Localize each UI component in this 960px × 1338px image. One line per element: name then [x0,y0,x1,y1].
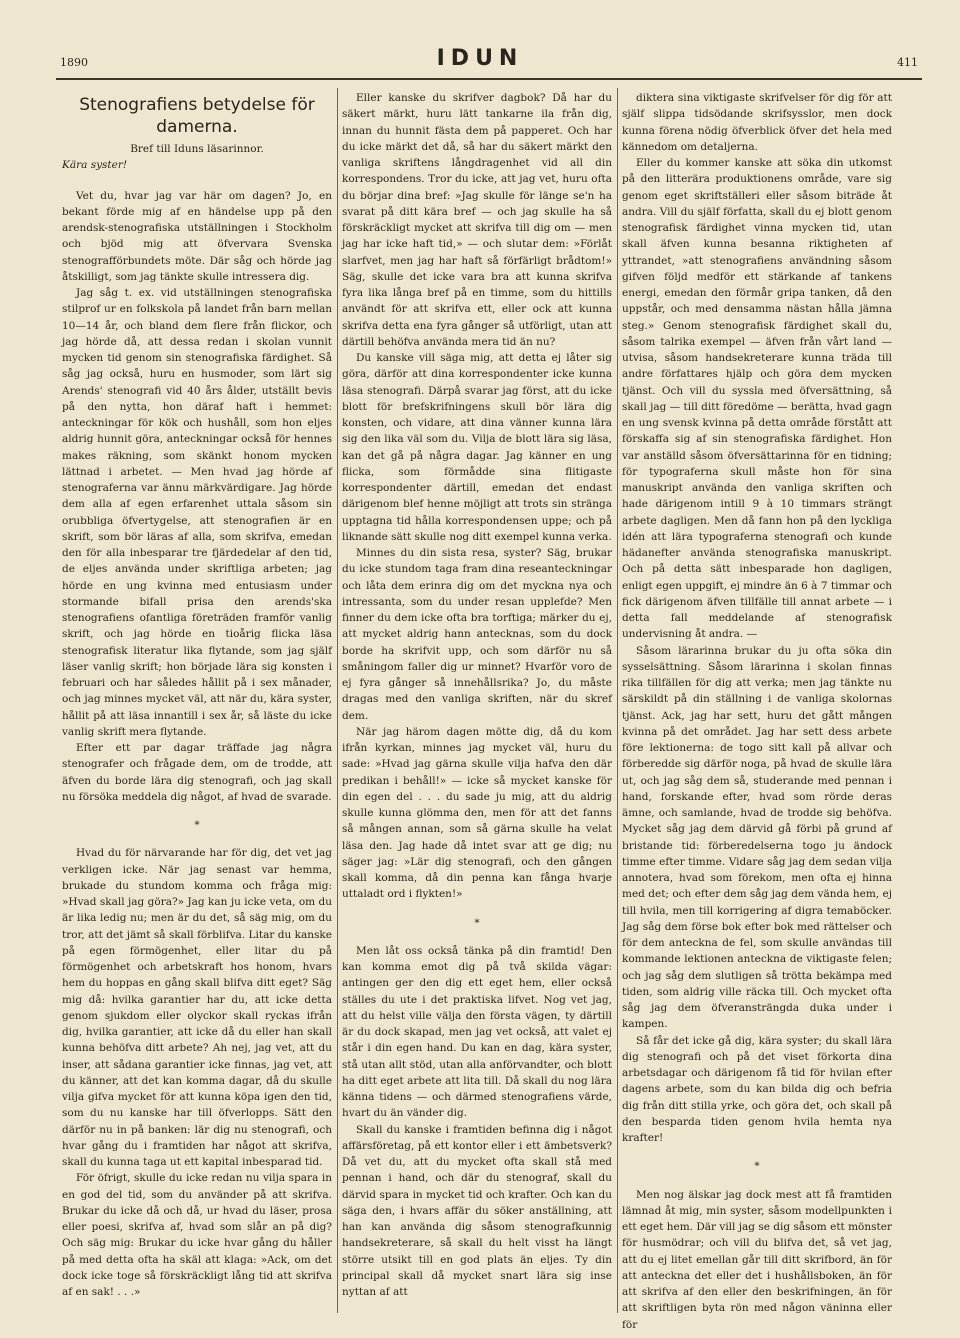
text-column-1 [62,90,332,1320]
section-separator: * [194,819,200,831]
paragraph: Jag såg t. ex. vid utställningen stenografiska stilprof ur en folkskola på landet från barn mellan 10—14 år, och bland dem flere från flickor, och jag hörde då, att dessa redan i skolan vunnit mycken tid genom sin stenografiska färdighet. Så såg jag också, huru en husmoder, som lärt sig Arends' stenografi vid 40 års ålder, utställt bevis på den nytta, hon däraf haft i hemmet: anteckningar för kök och hushåll, som hon eljes aldrig hunnit göra, anteckningar också för hennes makes räkning, som skänkt honom mycken lättnad i arbetet. — Men hvad jag hörde af stenograferna var ännu märkvärdigare. Jag hörde dem alla af egen erfarenhet uttala såsom sin orubbliga öfvertygelse, att stenografien är en skrift, som bör läras af alla, som skrifva, emedan den för alla inbesparar tre fjärdedelar af den tid, de eljes använda under skriftliga arbeten; jag hörde en ung kvinna med entusiasm under stormande bifall prisa den arends'ska stenografiens ofantliga företräden framför vanlig skrift, och jag hörde en tioårig flicka läsa stenografisk literatur lika flytande, som jag själf läser vanlig skrift; hon började lära sig konsten i februari och har således hållit på i sex månader, och jag minnes mycket väl, att när du, kära syster, hållit på att läsa innantill i sex år, så läste du icke vanlig skrift mera flytande. [62,287,332,738]
paragraph: Minnes du din sista resa, syster? Säg, brukar du icke stundom taga fram dina reseanteckningar och låta dem erinra dig om det myckna nya och intressanta, som du under resan upplefde? Men finner du dem icke ofta bra torftiga; märker du ej, att mycket aldrig hann antecknas, som du dock borde ha skrifvit upp, och som därför nu så småningom faller dig ur minnet? Hvarför voro de ej fyra gånger så innehållsrika? Jo, du måste dragas med den vanliga skriften, när du skref dem. [342,547,612,722]
column-divider [617,88,618,1313]
column-divider [337,88,338,1313]
paragraph: Skall du kanske i framtiden befinna dig i något affärsföretag, på ett kontor eller i ett ämbetsverk? Då vet du, att du mycket ofta skall stå med pennan i hand, och där du stenograf, skall du därvid spara in mycket tid och krafter. Och kan du säga den, i hvars affär du söker anställning, att han kan använda dig såsom stenografkunnig handsekreterare, så skall du helt visst ha längt större utsikt till en god plats än eljes. Ty din principal skall då mycket snart lära sig inse nyttan af att [342,1123,612,1298]
paragraph: Såsom lärarinna brukar du ju ofta söka din sysselsättning. Såsom lärarinna i skolan finnas rika tillfällen för dig att verka; men jag tänkte nu särskildt på din ställning i de vanliga skolornas tjänst. Ack, jag har sett, huru det gått mången kvinna på det området. Jag har sett dess arbete före lektionerna: de togo sitt kall på allvar och förberedde sig därför noga, på hvad de skulle lära ut, och jag såg dem så, studerande med pennan i hand, forskande efter, hvad som rörde deras ämne, och samlande, hvad de trodde sig behöfva. Mycket såg jag dem därvid gå förbi på grund af bristande tid: förberedelserna togo ju ändock timme efter timme. Vidare såg jag dem sedan vilja annotera, hvad som förekom, men ofta ej hinna med det; och efter dem såg jag dem vända hem, ej till hvila, men till korrigering af digra temaböcker. Jag såg dem förse bok efter bok med rättelser och för dem anteckna de fel, som skulle användas till kommande lektionen anteckna de viktigaste felen; och jag såg dem slutligen så trötta bekämpa med tiden, som aldrig ville räcka till. Och mycket ofta såg jag dem öfveransträngda duka under i kampen. [622,644,892,1031]
paragraph: Eller kanske du skrifver dagbok? Då har du säkert märkt, huru lätt tankarne ila från dig, innan du hunnit fästa dem på papperet. Och har du icke märkt det då, så har du säkert märkt den vanliga skriftens långdragenhet vid all din korrespondens. Tror du icke, att jag vet, huru ofta du börjar dina bref: »Jag skulle för länge se'n ha svarat på ditt kära bref — och jag skulle ha så förskräckligt mycket att skrifva till dig om — men jag har icke haft tid,» — och slutar dem: »Förlåt slarfvet, men jag har haft så förfärligt brådtom!» Säg, skulle det icke vara bra att kunna skrifva fyra lika långa bref på en timme, som du hittills användt för att skrifva ett, eller ock att kunna skrifva detta ena fyra gånger så utförligt, utan att därtill behöfva använda mera tid än nu? [342,92,612,348]
paragraph: Så får det icke gå dig, kära syster; du skall lära dig stenografi och på det viset förkorta dina arbetsdagar och därigenom få tid för hvilan efter dagens arbete, som du kan bilda dig och befria dig från ditt stilla yrke, och göra det, och skall på den besparda tiden genom hvila hemta nya krafter! [622,1034,892,1144]
text-column-2 [342,90,612,1320]
paragraph: diktera sina viktigaste skrifvelser för dig för att själf slippa tidsödande skrifsysslor, men dock kunna förena nödig öfverblick öfver det hela med kännedom om detaljerna. [622,92,892,153]
paragraph: Hvad du för närvarande har för dig, det vet jag verkligen icke. När jag senast var hemma, brukade du stundom komma och fråga mig: »Hvad skall jag göra?» Jag kan ju icke veta, om du är lika ledig nu; men är du det, så säg mig, om du tror, att det jämt så skall förblifva. Litar du kanske på egen förmögenhet, eller litar du på förmögenhet och arbetskraft hos honom, hvars hem du hoppas en gång skall blifva ditt eget? Säg mig då: hvilka garantier har du, att icke detta genom sjukdom eller olyckor skall ryckas ifrån dig, hvilka garantier, att icke då du eller han skall kunna behöfva ditt arbete? Ah nej, jag vet, att du inser, att sådana garantier icke finnas, jag vet, att du känner, att det kan komma dagar, då du skulle vilja gifva mycket för att kunna köpa igen den tid, som du nu kanske har till öfverlopps. Sätt den därför nu in på banken: lär dig nu stenografi, och hvar gång du i framtiden har något att skrifva, skall du kunna taga ut ett kapital inbesparad tid. [62,847,332,1168]
magazine-title: IDUN [436,46,524,71]
text-column-3 [622,90,892,1331]
paragraph: Eller du kommer kanske att söka din utkomst på den litterära produktionens område, vare sig genom eget skriftställeri eller såsom biträde åt andra. Vill du själf författa, skall du ej blott genom stenografisk färdighet vinna mycken tid, utan skall äfven kunna besanna riktigheten af yttrandet, »att stenografiens användning såsom gifven följd medför ett stärkande af tankens energi, emedan den förmår gripa tanken, då den uppstår, och med densamma nästan hålla jämna steg.» Genom stenografisk färdighet skall du, såsom talrika exempel — äfven från vårt land — utvisa, såsom handsekreterare kunna träda till andre författares hjälp och göra dem mycken tjänst. Och vill du syssla med öfversättning, så skall jag — till ditt föredöme — berätta, hvad gagn en ung svensk kvinna på detta område förstått att förskaffa sig af sin stenografiska färdighet. Hon var anställd såsom öfversättarinna för en tidning; för typograferna skull måste hon för sina manuskript använda den vanliga skriften och hade därigenom intill 9 à 10 timmars strängt arbete dagligen. Men då fann hon på den lyckliga idén att lära typograferna stenografi och kunde hädanefter använda stenografiska manuskript. Och på detta sätt inbesparade hon dagligen, enligt egen uppgift, ej mindre än 6 à 7 timmar och fick därigenom äfven tillfälle till annat arbete — i detta fall meddelande af stenografisk undervisning åt andra. — [622,157,892,641]
paragraph: För öfrigt, skulle du icke redan nu vilja spara in en god del tid, som du använder på att skrifva. Brukar du icke då och då, ur hvad du läser, prosa eller poesi, skrifva af, hvad som slår an på dig? Och säg mig: Brukar du icke hvar gång du håller på med detta ofta ha skäl att klaga: »Ack, om det dock icke toge så förskräckligt lång tid att skrifva af en sak! . . .» [62,1172,332,1298]
paragraph: Vet du, hvar jag var här om dagen? Jo, en bekant förde mig af en händelse upp på den arendsk-stenografiska utställningen i Stockholm och bjöd mig att öfvervara Svenska stenografförbundets möte. Där såg och hörde jag åtskilligt, som jag tänkte skulle intressera dig. [62,189,332,283]
article-subtitle: Bref till Iduns läsarinnor. [130,143,264,155]
section-separator: * [474,916,480,929]
salutation: Kära syster! [62,159,128,172]
page-number: 411 [897,56,918,69]
article-title: Stenografiens betydelse för damerna. [79,95,315,137]
header-year: 1890 [60,56,88,69]
paragraph: Men nog älskar jag dock mest att få framtiden lämnad åt mig, min syster, såsom modellpunkten i ett eget hem. Där vill jag se dig såsom ett mönster för husmödrar; och vill du blifva det, så vet jag, att du ej litet emellan går till ditt skrifbord, än för att anteckna det eller det i hushållsboken, än för att skrifva af den eller den beskrifningen, än för att skriftligen byta rön med någon väninna eller för [622,1188,892,1331]
section-separator: * [754,1160,760,1173]
paragraph: Men låt oss också tänka på din framtid! Den kan komma emot dig på två skilda vägar: antingen ger den dig ett eget hem, eller också ställes du ute i det praktiska lifvet. Nog vet jag, att du helst ville välja den första vägen, ty därtill är du dock skapad, men jag vet också, att valet ej står i din egen hand. Du kan en dag, kära syster, stå utan allt stöd, utan alla anförvandter, och blott ha ditt eget arbete att lita till. Då skall du nog lära känna tidens — och därmed stenografiens värde, hvart du än vänder dig. [342,944,612,1120]
header-rule [56,78,922,80]
paragraph: Du kanske vill säga mig, att detta ej låter sig göra, därför att dina korrespondenter icke kunna läsa stenografi. Därpå svarar jag först, att du icke blott för brefskrifningens skull bör lära dig konsten, och vidare, att dina vänner kunna lära sig den lika väl som du. Vilja de blott lära sig läsa, kan det gå på några dagar. Jag känner en ung flicka, som förmådde sina flitigaste korrespondenter därtill, emedan det endast därigenom blef henne möjligt att trots sin stränga upptagna tid hålla korrespondensen uppe; och på liknande sätt skulle nog ditt exempel kunna verka. [342,352,612,543]
paragraph: När jag härom dagen mötte dig, då du kom ifrån kyrkan, minnes jag mycket väl, huru du sade: »Hvad jag gärna skulle vilja hafva den där predikan i behåll!» — icke så mycket kanske för din egen del . . . du sade ju mig, att du aldrig skulle kunna glömma den, men för att det fanns så mången annan, som så gärna skulle ha velat läsa den. Jag hade då intet svar att ge dig; nu säger jag: »Lär dig stenografi, och den gången skall komma, då din penna kan fånga hvarje uttaladt ord i flykten!» [342,725,612,901]
paragraph: Efter ett par dagar träffade jag några stenografer och frågade dem, om de trodde, att äfven du borde lära dig stenografi, och jag skall nu försöka meddela dig något, af hvad de svarade. [62,742,332,803]
